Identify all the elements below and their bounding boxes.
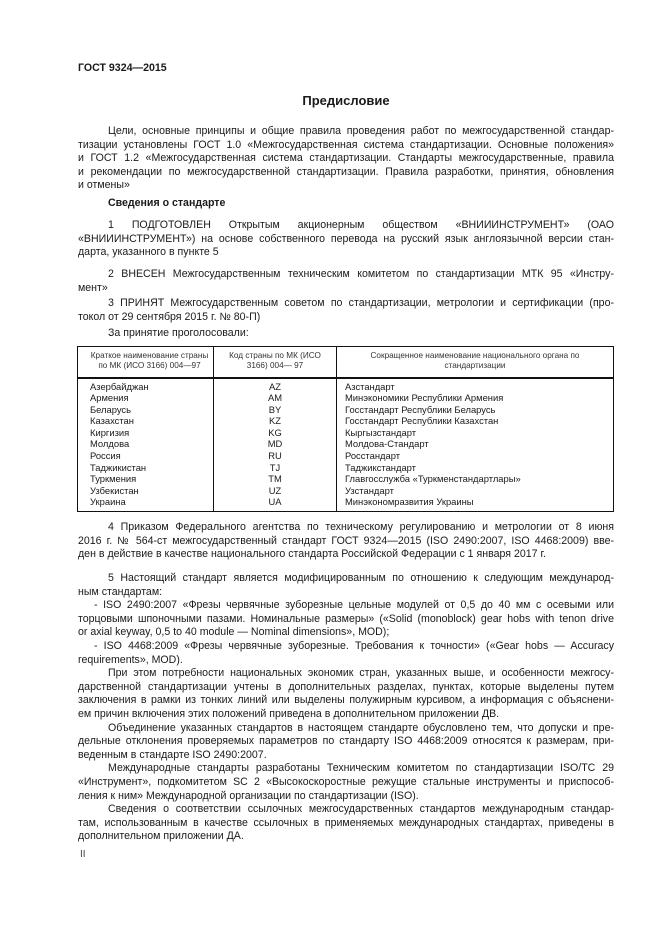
cell-body: Росстандарт — [345, 450, 400, 462]
text-line: Объединение указанных стандартов в настоящем стандарте обусловлено тем, что допуски и пре- — [108, 721, 614, 734]
text-line: - ISO 4468:2009 «Фрезы червячные зуборезные. Требования к точности» («Gear hobs — Accuracy — [94, 639, 614, 652]
cell-body: Кыргызстандарт — [345, 426, 417, 438]
text-line: 2 ВНЕСЕН Межгосударственным техническим комитетом по стандартизации МТК 95 «Инстру- — [108, 268, 614, 280]
cell-country: Беларусь — [78, 404, 214, 416]
cell-body: Госстандарт Республики Казахстан — [345, 415, 499, 427]
table-row — [78, 485, 614, 497]
table-row — [78, 496, 614, 511]
column-header-country: Краткое наименование страны по МК (ИСО 3166) 004—97 — [78, 347, 214, 378]
item-4-paragraph — [78, 521, 614, 562]
text-line: дельные отклонения проверяемых параметров по стандарту ISO 4468:2009 относятся к размерам, при- — [78, 735, 614, 748]
text-line: и отмены» — [78, 179, 130, 192]
cell-body: Таджикстандарт — [345, 461, 416, 473]
text-line: При этом потребности национальных экономик стран, указанных выше, и особенности межгосу- — [108, 667, 614, 680]
table-header-row — [78, 347, 614, 378]
table-row — [78, 392, 614, 404]
item-1-paragraph — [78, 219, 614, 260]
voted-label: За принятие проголосовали: — [108, 327, 249, 339]
page-number: II — [80, 849, 86, 860]
cell-code: UZ — [214, 485, 337, 497]
text-line: и ГОСТ 1.2 «Межгосударственная система стандартизации. Стандарты межгосударственные, правила — [78, 152, 614, 165]
text-line: 2016 г. № 564-ст межгосударственный стандарт ГОСТ 9324—2015 (ISO 2490:2007, ISO 4468:2009) вве- — [78, 534, 614, 547]
cell-code: KZ — [214, 415, 337, 427]
text-line: там, использованным в качестве ссылочных в применяемых международных стандартах, приведены в — [78, 816, 614, 829]
cell-code: RU — [214, 450, 337, 462]
text-line: дарственной стандартизации учтены в дополнительных разделах, пунктах, которые выделены путем — [78, 680, 614, 693]
text-line: мент» — [78, 281, 108, 294]
cell-country: Таджикистан — [78, 462, 214, 474]
text-line: дарта, указанного в пункте 5 — [78, 246, 219, 259]
voting-countries-table — [77, 346, 614, 512]
table-row — [78, 438, 614, 450]
cell-country: Казахстан — [78, 415, 214, 427]
cell-country: Молдова — [78, 438, 214, 450]
text-line: Цели, основные принципы и общие правила проведения работ по межгосударственной стандар- — [108, 125, 614, 137]
table-row — [78, 404, 614, 416]
cell-body: Минэкономики Республики Армения — [345, 392, 504, 404]
cell-body: Госстандарт Республики Беларусь — [345, 403, 496, 415]
cell-country: Туркмения — [78, 473, 214, 485]
text-line: ем причин включения этих положений приведена в дополнительном приложении ДВ. — [78, 707, 500, 720]
text-line: Международные стандарты разработаны Техническим комитетом по стандартизации ISO/TC 29 — [108, 762, 614, 775]
text-line: 3 ПРИНЯТ Межгосударственным советом по стандартизации, метрологии и сертификации (про- — [108, 297, 614, 309]
intro-paragraph — [78, 125, 614, 193]
cell-body: Молдова-Стандарт — [345, 438, 429, 450]
text-line: заключения в рамки из тонких линий или выделены полужирным курсивом, а информация с объяснени- — [78, 694, 614, 707]
cell-code: TJ — [214, 462, 337, 474]
item-5-paragraph — [78, 572, 614, 844]
text-line: «Инструмент», подкомитетом SC 2 «Высокоскоростные режущие стальные инструменты и приспособ- — [78, 775, 614, 788]
text-line: ным стандартам: — [78, 585, 163, 598]
table-row — [78, 473, 614, 485]
cell-code: AM — [214, 392, 337, 404]
text-line: 5 Настоящий стандарт является модифицированным по отношению к следующим международ- — [108, 572, 614, 584]
cell-country: Азербайджан — [78, 378, 214, 393]
text-line: токол от 29 сентября 2015 г. № 80-П) — [78, 310, 261, 323]
cell-country: Армения — [78, 392, 214, 404]
text-line: тизации установлены ГОСТ 1.0 «Межгосударственная система стандартизации. Основные положения» — [78, 138, 614, 151]
text-line: дополнительном приложении ДА. — [78, 830, 244, 843]
cell-country: Украина — [78, 496, 214, 511]
document-code: ГОСТ 9324—2015 — [78, 62, 167, 74]
table-row — [78, 450, 614, 462]
text-line: «ВНИИИНСТРУМЕНТ») на основе собственного перевода на русский язык англоязычной версии стан- — [78, 232, 614, 245]
cell-body: Азстандарт — [345, 380, 395, 392]
table-row — [78, 415, 614, 427]
column-header-code: Код страны по МК (ИСО 3166) 004— 97 — [214, 347, 337, 378]
text-line: Сведения о соответствии ссылочных межгосударственных стандартов международным стандар- — [108, 803, 614, 816]
text-line: ден в действие в качестве национального стандарта Российской Федерации с 1 января 2017 г. — [78, 548, 546, 561]
text-line: и рекомендации по межгосударственной стандартизации. Правила разработки, принятия, обновления — [78, 165, 614, 178]
table-row — [78, 378, 614, 393]
cell-code: AZ — [214, 378, 337, 393]
text-line: - ISO 2490:2007 «Фрезы червячные зуборезные цельные модулей от 0,5 до 40 мм с осевыми или — [94, 599, 614, 612]
cell-code: BY — [214, 404, 337, 416]
column-header-body: Сокращенное наименование национального органа по стандартизации — [337, 347, 614, 378]
text-line: requirements», MOD). — [78, 653, 183, 666]
item-3-paragraph — [78, 297, 614, 324]
page-title: Предисловие — [302, 93, 390, 108]
cell-country: Узбекистан — [78, 485, 214, 497]
cell-country: Россия — [78, 450, 214, 462]
cell-body: Минэкономразвития Украины — [345, 496, 474, 508]
cell-country: Киргизия — [78, 427, 214, 439]
table-row — [78, 427, 614, 439]
cell-body: Главгосслужба «Туркменстандартлары» — [345, 473, 521, 485]
cell-code: MD — [214, 438, 337, 450]
text-line: 1 ПОДГОТОВЛЕН Открытым акционерным обществом «ВНИИИНСТРУМЕНТ» (ОАО — [108, 219, 614, 231]
text-line: веденным в стандарте ISO 2490:2007. — [78, 748, 267, 761]
item-2-paragraph — [78, 268, 614, 295]
text-line: or axial keyway, 0,5 to 40 module — Nominal dimensions», MOD); — [78, 626, 390, 639]
cell-code: KG — [214, 427, 337, 439]
text-line: ления к ним» Международной организации по стандартизации (ISO). — [78, 789, 419, 802]
text-line: 4 Приказом Федерального агентства по техническому регулированию и метрологии от 8 июня — [108, 521, 614, 533]
cell-code: TM — [214, 473, 337, 485]
cell-body: Узстандарт — [345, 484, 394, 496]
cell-code: UA — [214, 496, 337, 511]
text-line: торцовыми шпоночными пазами. Номинальные размеры» («Solid (monoblock) gear hobs with tenon drive — [78, 612, 614, 625]
section-heading: Сведения о стандарте — [108, 197, 226, 209]
table-row — [78, 462, 614, 474]
